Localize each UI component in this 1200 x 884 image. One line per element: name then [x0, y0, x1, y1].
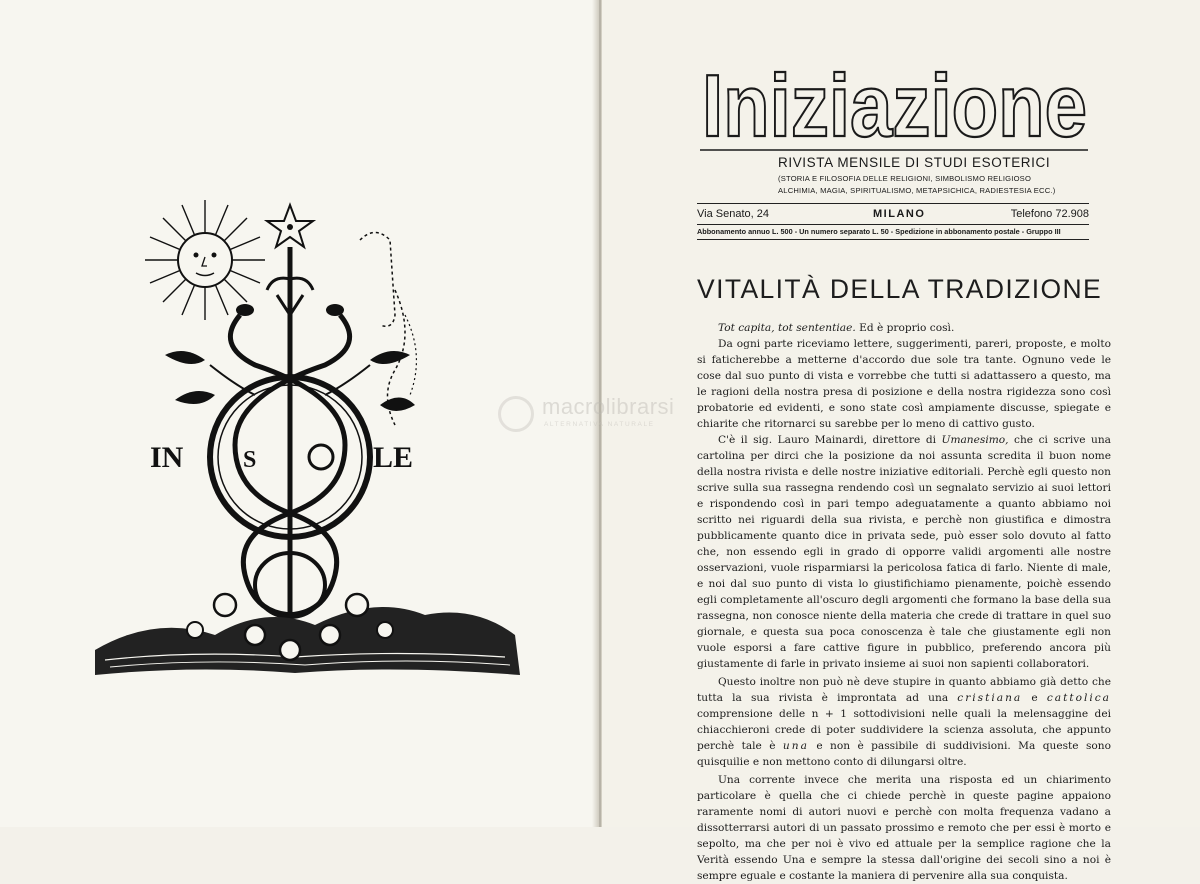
city: MILANO	[873, 208, 926, 220]
subscription-info: Abbonamento annuo L. 500 - Un numero separato L. 50 - Spedizione in abbonamento postale - Gruppo III	[697, 227, 1061, 236]
latin-motto: Tot capita, tot sententiae.	[718, 322, 856, 334]
moon-icon	[360, 233, 416, 426]
article-paragraph-1	[697, 320, 1111, 336]
woodcut-label-in: IN	[150, 441, 184, 474]
paragraph-text: Questo inoltre non può nè deve stupire in quanto abbiamo già detto che tutta la sua rivista è improntata ad una	[697, 676, 1111, 704]
alchemical-woodcut-illustration	[95, 195, 535, 695]
emphasis: cattolica	[1046, 692, 1111, 704]
address: Via Senato, 24	[697, 208, 769, 220]
emphasis: una	[782, 740, 809, 752]
watermark-leaf-icon	[498, 396, 534, 432]
paragraph-text: Ed è proprio così.	[855, 322, 955, 334]
phone: Telefono 72.908	[1010, 208, 1089, 220]
divider	[697, 239, 1089, 240]
address-row	[697, 208, 1089, 222]
star-icon	[267, 205, 313, 247]
magazine-name: Umanesimo,	[941, 434, 1009, 446]
woodcut-label-s: S	[243, 447, 257, 473]
article-paragraph-2: Da ogni parte riceviamo lettere, suggerimenti, pareri, proposte, e molto si faticherebbe a metterne d'accordo due sole tra tante. Ognuno vede le cose dal suo punto di vista e vorrebbe che tutti si adattassero a questo, ma le ragioni della nostra presa di posizione e della nostra rigidezza sono così probatorie ed evidenti, e sono state così ampiamente discusse, spiegate e chiarite che ritornarci su sarebbe per lo meno di cattivo gusto.	[697, 338, 1111, 430]
article-paragraph-5: Una corrente invece che merita una risposta ed un chiarimento particolare è quella che ci chiede perchè in queste pagine appaiono raramente nomi di autori nuovi e perchè con molta frequenza vadano a dissotterrarsi autori di un passato prossimo e remoto che per essi è morto e sepolto, ma che per noi è vivo ed attuale per la semplice ragione che la Verità essendo Una e sempre la stessa dall'origine dei secoli sino a noi è sempre eguale e costante la maniera di pervenire alla sua conquista.	[697, 774, 1111, 882]
watermark-name: macrolibrarsi	[542, 394, 675, 419]
paragraph-text: C'è il sig. Lauro Mainardi, direttore di	[718, 434, 942, 446]
article-title: VITALITÀ DELLA TRADIZIONE	[697, 274, 1103, 304]
masthead-topics	[778, 173, 1088, 197]
masthead-title	[700, 44, 1090, 154]
divider	[697, 224, 1089, 225]
watermark-tagline: ALTERNATIVA NATURALE	[544, 421, 655, 428]
paragraph-text: comprensione delle n + 1 sottodivisioni nelle quali la melensaggine dei chiacchieroni crede di poter suddividere la scienza assoluta, che appunto perchè tale è	[697, 708, 1111, 752]
masthead-topics-line-1: (STORIA E FILOSOFIA DELLE RELIGIONI, SIMBOLISMO RELIGIOSO	[778, 174, 1032, 183]
sun-icon	[145, 200, 265, 320]
paragraph-text: che ci scrive una cartolina per dirci che la posizione da noi assunta scredita il buon nome della nostra rivista e delle nostre iniziative editoriali. Perchè egli questo non scrive sulla sua rassegna rendendo così un segnalato servizio ai suoi lettori e rispondendo così in pari tempo adeguatamente a quanto abbiamo noi scritto nei riguardi della sua rivista, e perchè non giustifica e dimostra pubblicamente quanto dice in privata sede, può esser solo dovuto al fatto che, non essendo egli in grado di opporre validi argomenti alle nostre osservazioni, vuole risparmiarsi la pericolosa fatica di farlo. Niente di male, e noi dal suo punto di vista lo giustifichiamo pienamente, poichè essendo egli completamente all'oscuro degli argomenti che formano la base della sua rassegna, non conosce niente della materia che crede di trattare in quel suo giornale, e questa sua poca conoscenza è tale che giustamente egli non vuole esporsi a fare cattive figure in pubblico, preferendo ancora più giustamente di farle in privato insieme ai suoi non sapienti collaboratori.	[697, 434, 1111, 670]
caduceus-staff-icon	[165, 247, 415, 625]
woodcut-label-le: LE	[373, 441, 414, 474]
paragraph-text: e non è passibile di suddivisioni. Ma queste sono quisquilie e non mettono conto di dilungarsi oltre.	[697, 740, 1111, 768]
watermark-logo	[498, 392, 718, 434]
article-body	[697, 320, 1111, 884]
masthead-title-text: Iniziazione	[702, 56, 1087, 155]
masthead-subtitle: RIVISTA MENSILE DI STUDI ESOTERICI	[778, 155, 1051, 170]
emphasis: cristiana	[957, 692, 1023, 704]
divider	[697, 203, 1089, 204]
masthead-topics-line-2: ALCHIMIA, MAGIA, SPIRITUALISMO, METAPSICHICA, RADIESTESIA ECC.)	[778, 186, 1056, 195]
article-paragraph-3	[697, 432, 1111, 672]
paragraph-text: e	[1022, 692, 1047, 704]
ground-flowers-icon	[95, 594, 520, 675]
article-paragraph-4	[697, 674, 1111, 770]
